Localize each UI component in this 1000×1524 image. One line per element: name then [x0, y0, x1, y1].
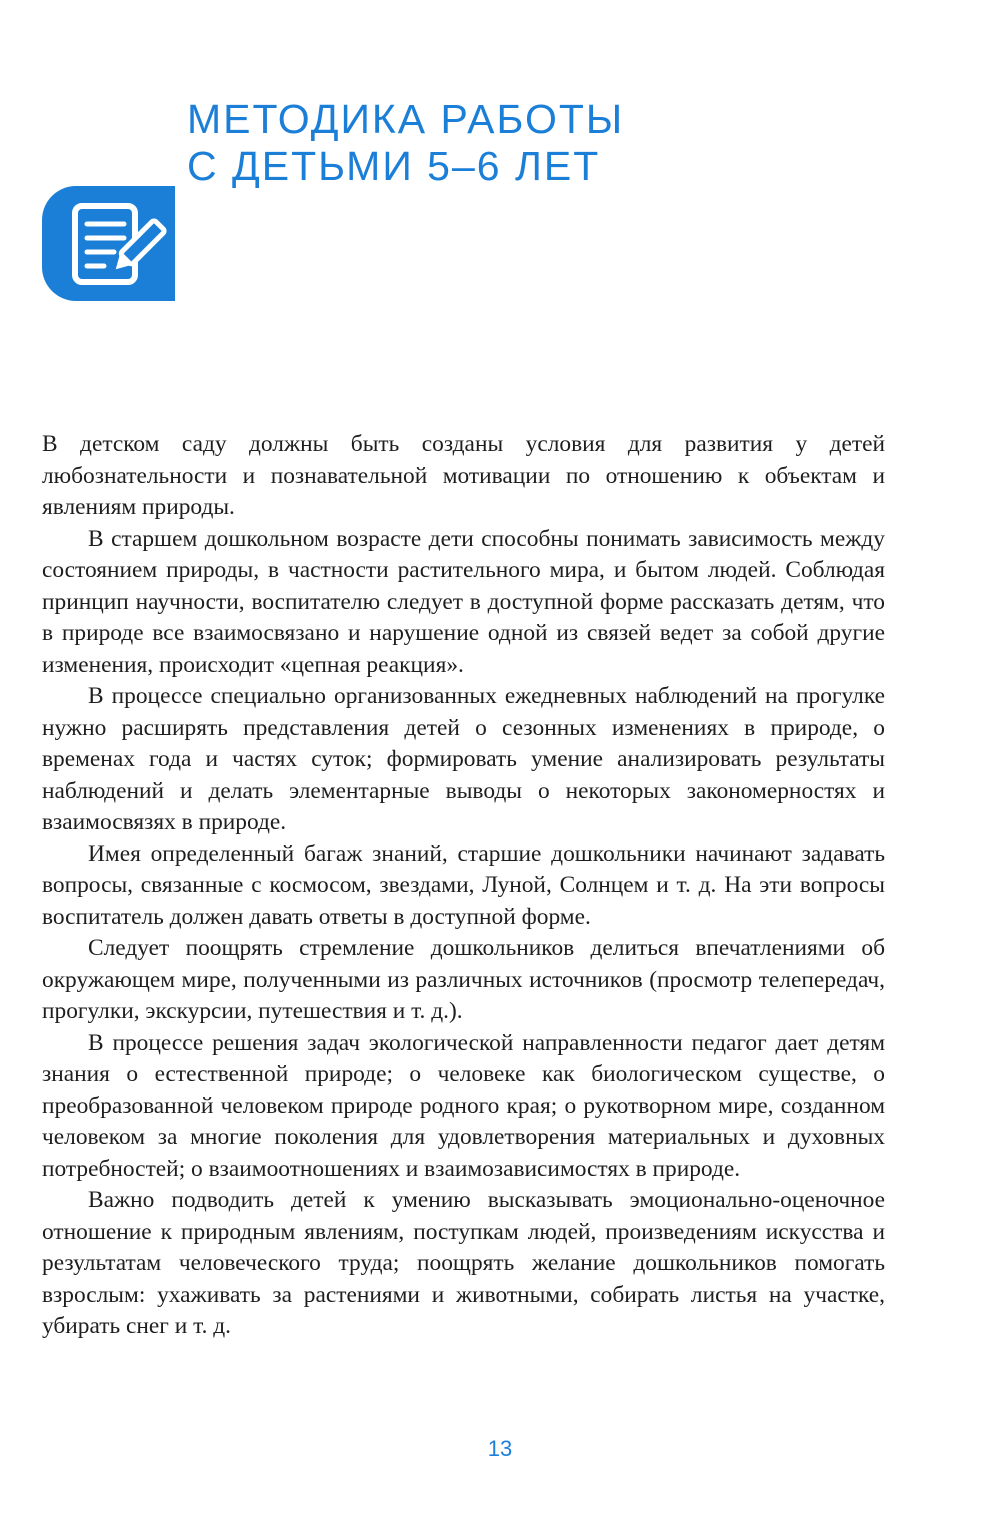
chapter-title-line-2: С ДЕТЬМИ 5–6 ЛЕТ [187, 143, 601, 189]
paragraph-6: В процессе решения задач экологической направленности педагог дает детям знания о естественной природе; о человеке как биологическом существе, о преобразованной человеком природе родного края; о рукотворном мире, созданном человеком за многие поколения для удовлетворения материальных и духовных потребностей; о взаимоотношениях и взаимозависимостях в природе. [42, 1029, 885, 1182]
paragraph-7: Важно подводить детей к умению высказывать эмоционально-оценочное отношение к природным явлениям, поступкам людей, произведениям искусства и результатам человеческого труда; поощрять желание дошкольников помогать взрослым: ухаживать за растениями и животными, собирать листья на участке, убирать снег и т. д. [42, 1187, 885, 1339]
paragraph-3: В процессе специально организованных ежедневных наблюдений на прогулке нужно расширять представления детей о сезонных изменениях в природе, о временах года и частях суток; формировать умение анализировать результаты наблюдений и делать элементарные выводы о некоторых закономерностях и взаимосвязях в природе. [42, 683, 885, 835]
paragraph-1: В детском саду должны быть созданы условия для развития у детей любознательности и познавательной мотивации по отношению к объектам и явлениям природы. [42, 431, 885, 520]
chapter-icon-block [42, 186, 175, 301]
chapter-title [187, 96, 624, 190]
document-pen-icon [42, 186, 175, 301]
paragraph-5: Следует поощрять стремление дошкольников делиться впечатлениями об окружающем мире, полученными из различных источников (просмотр телепередач, прогулки, экскурсии, путешествия и т. д.). [42, 935, 885, 1024]
paragraph-4: Имея определенный багаж знаний, старшие дошкольники начинают задавать вопросы, связанные с космосом, звездами, Луной, Солнцем и т. д. На эти вопросы воспитатель должен давать ответы в доступной форме. [42, 840, 885, 930]
page-number: 13 [487, 1436, 513, 1461]
chapter-title-line-1: МЕТОДИКА РАБОТЫ [187, 96, 625, 142]
paragraph-2: В старшем дошкольном возрасте дети способны понимать зависимость между состоянием природы, в частности растительного мира, и бытом людей. Соблюдая принцип научности, воспитателю следует в доступной форме рассказать детям, что в природе все взаимосвязано и нарушение одной из связей ведет за собой другие изменения, происходит «цепная реакция». [42, 525, 885, 678]
body-text [42, 429, 885, 1343]
